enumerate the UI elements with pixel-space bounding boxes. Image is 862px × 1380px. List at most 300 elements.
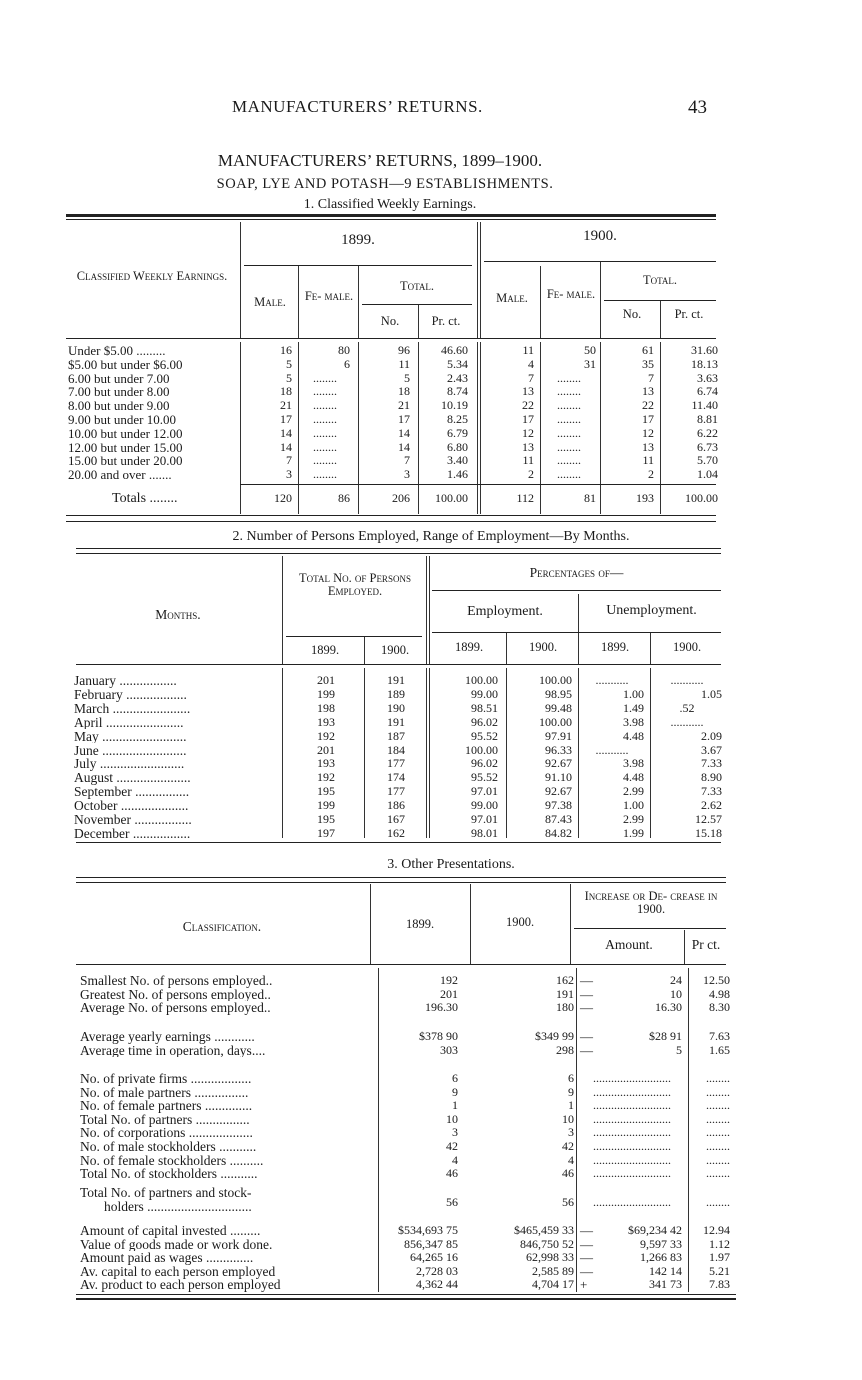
table-cell: $349 99 <box>535 1029 574 1043</box>
table-cell: ........ <box>706 1125 730 1140</box>
table1-top-rule <box>66 214 716 217</box>
table-cell: 1,266 83 <box>640 1250 682 1265</box>
table-cell: $378 90 <box>419 1029 458 1043</box>
table-cell: ........... <box>670 673 704 687</box>
table-cell: 4.98 <box>709 986 730 1001</box>
table-cell: 6 <box>452 1071 458 1085</box>
table-cell: ........ <box>557 398 581 413</box>
table3-header-amount: Amount. <box>605 937 653 952</box>
table-cell: ........ <box>706 1098 730 1113</box>
table-cell: 1.00 <box>623 686 644 701</box>
table-cell: 100.00 <box>685 491 718 505</box>
table-row-month: February .................. <box>74 687 187 702</box>
table-cell: 22 <box>522 398 534 413</box>
table-row-label: Amount paid as wages .............. <box>80 1251 254 1265</box>
table-cell: 12.57 <box>695 812 722 826</box>
table-cell: 142 14 <box>649 1263 682 1278</box>
table-cell: .......................... <box>593 1111 671 1126</box>
table-cell: 86 <box>338 491 350 505</box>
table-row-month: March ....................... <box>74 701 191 716</box>
table-cell: ........ <box>557 384 581 399</box>
table-cell: ........... <box>670 714 704 729</box>
table-cell: 91.10 <box>545 770 572 785</box>
table-cell: 7.33 <box>701 784 722 799</box>
industry-title: SOAP, LYE AND POTASH—9 ESTABLISHMENTS. <box>216 176 554 192</box>
table-cell: 1.46 <box>447 467 468 482</box>
table-cell: 18.13 <box>691 356 718 371</box>
table-cell: 97.38 <box>545 798 572 813</box>
table-cell: 97.91 <box>545 728 572 743</box>
table-cell: 1.05 <box>701 686 722 701</box>
table-cell: 18 <box>398 384 410 399</box>
table-cell: 191 <box>556 986 574 1001</box>
table-cell: 98.95 <box>545 686 572 701</box>
table-cell: .......................... <box>593 1152 671 1167</box>
table-row-label: Average time in operation, days.... <box>80 1043 266 1058</box>
table-row-label: Av. capital to each person employed <box>80 1264 276 1279</box>
change-sign: + <box>580 1277 588 1293</box>
table-row-label: Average No. of persons employed.. <box>80 1001 271 1015</box>
table-row-label: No. of male partners ................ <box>80 1085 249 1100</box>
table2-header-emp-1899: 1899. <box>454 640 484 654</box>
table-cell: 4,704 17 <box>532 1277 574 1292</box>
table-cell: 8.30 <box>709 1000 730 1015</box>
table-cell: ........ <box>313 398 337 413</box>
table-row-label: Under $5.00 ......... <box>68 343 166 358</box>
table-cell: 4 <box>568 1152 574 1167</box>
section1-title: 1. Classified Weekly Earnings. <box>303 197 477 212</box>
totals-label: Totals ........ <box>112 491 178 506</box>
table-cell: ........ <box>706 1195 730 1209</box>
table1-header-1900: 1900. <box>583 228 617 244</box>
table-cell: 3.40 <box>447 453 468 468</box>
table-cell: 3 <box>452 1125 458 1140</box>
table-cell: 95.52 <box>471 770 498 785</box>
table-cell: 64,265 16 <box>410 1250 458 1265</box>
table-cell: 2,585 89 <box>532 1263 574 1278</box>
table-cell: 5.34 <box>447 356 468 371</box>
table1-header-1899: 1899. <box>341 232 375 248</box>
table-cell: 11 <box>642 453 654 468</box>
table-cell: 2.99 <box>623 784 644 799</box>
table-row-label: 8.00 but under 9.00 <box>68 398 170 414</box>
table-cell: .......................... <box>593 1084 671 1099</box>
table-row-label: Av. product to each person employed <box>80 1278 281 1293</box>
table-cell: 6.79 <box>447 425 468 440</box>
table-cell: 3 <box>286 467 292 482</box>
table-cell: 195 <box>317 784 335 799</box>
table-cell: $28 91 <box>649 1029 682 1043</box>
table-cell: .......................... <box>593 1166 671 1181</box>
change-sign: — <box>580 1250 593 1266</box>
table-row-month: October .................... <box>74 799 189 813</box>
table-cell: 201 <box>440 986 458 1001</box>
table-cell: 12 <box>522 425 534 440</box>
table-cell: 191 <box>387 714 405 729</box>
table-cell: 14 <box>398 425 410 440</box>
table-cell: 7 <box>404 453 410 468</box>
table-cell: 100.00 <box>539 673 572 687</box>
table-cell: 4.48 <box>623 770 644 785</box>
table-cell: 6.74 <box>697 384 718 399</box>
table-cell: ........ <box>313 439 337 454</box>
table-cell: 10 <box>446 1111 458 1126</box>
table-cell: 97.01 <box>471 784 498 799</box>
table-cell: 201 <box>317 742 335 757</box>
table-cell: 1.04 <box>697 467 718 482</box>
table-cell: 50 <box>584 343 596 357</box>
table-cell: 1.12 <box>709 1236 730 1251</box>
table-row-month: May ......................... <box>74 729 187 744</box>
table-cell: 193 <box>317 756 335 771</box>
table-row-label: Greatest No. of persons employed.. <box>80 987 271 1002</box>
table-cell: 21 <box>398 398 410 413</box>
page-number: 43 <box>688 97 707 118</box>
table-cell: 3.98 <box>623 714 644 729</box>
table-cell: 14 <box>280 425 292 440</box>
table-cell: 120 <box>274 491 292 505</box>
table-cell: 4,362 44 <box>416 1277 458 1292</box>
table-cell: 21 <box>280 398 292 413</box>
change-sign: — <box>580 1000 593 1016</box>
table-cell: 99.48 <box>545 700 572 715</box>
table-cell: 99.00 <box>471 798 498 813</box>
table-cell: 192 <box>317 728 335 743</box>
table2-header-total-1899: 1899. <box>310 643 340 657</box>
table-cell: 35 <box>642 356 654 371</box>
table-cell: 1.65 <box>709 1042 730 1057</box>
table-cell: 198 <box>317 700 335 715</box>
table-cell: ........ <box>313 370 337 385</box>
table-cell: 3.98 <box>623 756 644 771</box>
table-cell: 341 73 <box>649 1277 682 1292</box>
table-cell: 187 <box>387 728 405 743</box>
table-cell: 97.01 <box>471 812 498 826</box>
table-cell: 180 <box>556 1000 574 1015</box>
table-cell: 298 <box>556 1042 574 1057</box>
table-cell: 199 <box>317 686 335 701</box>
table-cell: 9 <box>452 1084 458 1099</box>
table-cell: 7.33 <box>701 756 722 771</box>
table1-header-male-1900: Male. <box>496 291 528 305</box>
table-cell: 2,728 03 <box>416 1263 458 1278</box>
table-cell: 96.02 <box>471 756 498 771</box>
table-cell: 18 <box>280 384 292 399</box>
table-cell: 42 <box>562 1139 574 1153</box>
table-cell: 96.33 <box>545 742 572 757</box>
table-cell: 62,998 33 <box>526 1250 574 1265</box>
table-cell: 5 <box>676 1042 682 1057</box>
table-cell: 11.40 <box>691 398 718 413</box>
table-cell: 184 <box>387 742 405 757</box>
table-row-label: 7.00 but under 8.00 <box>68 384 170 400</box>
table-cell: .......................... <box>593 1139 671 1153</box>
table2-header-unemp-1900: 1900. <box>672 640 702 654</box>
table1-header-female-1899: Fe- male. <box>304 289 354 303</box>
table-cell: 5 <box>286 370 292 385</box>
table-cell: 13 <box>522 439 534 454</box>
table-cell: ........ <box>313 425 337 440</box>
table-cell: 14 <box>398 439 410 454</box>
table-cell: 13 <box>522 384 534 399</box>
table-cell: 6.80 <box>447 439 468 454</box>
table-cell: 7 <box>528 370 534 385</box>
table-cell: 46 <box>446 1166 458 1181</box>
table-cell: 98.01 <box>471 825 498 840</box>
table1-header-total-1900: Total. <box>642 273 678 287</box>
table-cell: 191 <box>387 673 405 687</box>
table-cell: 189 <box>387 686 405 701</box>
table-cell: 1 <box>452 1098 458 1113</box>
table-cell: 201 <box>317 673 335 687</box>
section2-title: 2. Number of Persons Employed, Range of Employment—By Months. <box>232 529 630 544</box>
table-cell: 6.73 <box>697 439 718 454</box>
table-cell: 2.62 <box>701 798 722 813</box>
table-cell: 7.63 <box>709 1029 730 1043</box>
table-row-label: No. of female partners .............. <box>80 1099 253 1113</box>
table-cell: 4 <box>452 1152 458 1167</box>
table-cell: 4.48 <box>623 728 644 743</box>
table-cell: ........ <box>313 412 337 426</box>
table-row-label: 10.00 but under 12.00 <box>68 425 183 441</box>
table-cell: 1.97 <box>709 1250 730 1265</box>
table-cell: 17 <box>642 412 654 426</box>
table-cell: 1.00 <box>623 798 644 813</box>
table-cell: 5 <box>404 370 410 385</box>
table2-header-percentages: Percentages of— <box>529 565 624 580</box>
table-row-label: Smallest No. of persons employed.. <box>80 974 273 988</box>
table-cell: 190 <box>387 700 405 715</box>
table-cell: .52 <box>679 700 695 715</box>
table-cell: 100.00 <box>465 742 498 757</box>
table-cell: ........ <box>557 467 581 482</box>
table-cell: 31.60 <box>691 343 718 357</box>
table-cell: ........... <box>595 742 629 757</box>
table-cell: 3 <box>404 467 410 482</box>
table-row-label: Total No. of partners ................ <box>80 1112 250 1127</box>
table-cell: ........ <box>706 1166 730 1181</box>
table-cell: .......................... <box>593 1195 671 1209</box>
table-cell: .......................... <box>593 1071 671 1085</box>
table-row-label: $5.00 but under $6.00 <box>68 356 183 372</box>
table-cell: 99.00 <box>471 686 498 701</box>
table-cell: 177 <box>387 784 405 799</box>
table-cell: 10.19 <box>441 398 468 413</box>
table1-header-no-1900: No. <box>622 307 642 321</box>
change-sign: — <box>580 973 593 988</box>
table1-header-pct-1900: Pr. ct. <box>674 307 704 321</box>
table-cell: ........ <box>313 453 337 468</box>
table1-header-total-1899: Total. <box>399 279 435 293</box>
table-cell: 100.00 <box>435 491 468 505</box>
table-row-label: Value of goods made or work done. <box>80 1237 273 1252</box>
table-cell: ........ <box>706 1111 730 1126</box>
table-cell: ........ <box>706 1139 730 1153</box>
table-row-label: No. of female stockholders .......... <box>80 1153 264 1168</box>
table2-header-employment: Employment. <box>467 604 543 619</box>
table-cell: 856,347 85 <box>404 1236 458 1251</box>
table-cell: 6 <box>344 356 350 371</box>
table-cell: 17 <box>280 412 292 426</box>
table-cell: 2 <box>648 467 654 482</box>
table-cell: 11 <box>522 343 534 357</box>
table-cell: 61 <box>642 343 654 357</box>
table-cell: 1 <box>568 1098 574 1113</box>
table-row-month: November ................. <box>74 813 192 827</box>
table-row-label: 9.00 but under 10.00 <box>68 412 176 427</box>
table-cell: 92.67 <box>545 756 572 771</box>
table-cell: 95.52 <box>471 728 498 743</box>
table-cell: 17 <box>522 412 534 426</box>
table1-header-label: Classified Weekly Earnings. <box>76 269 228 283</box>
table2-header-months: Months. <box>155 607 201 622</box>
table2-header-unemployment: Unemployment. <box>606 603 697 618</box>
table-cell: 92.67 <box>545 784 572 799</box>
table-cell: 84.82 <box>545 825 572 840</box>
table2-header-total: Total No. of Persons Employed. <box>299 571 411 598</box>
table-cell: 7 <box>286 453 292 468</box>
table-cell: 24 <box>670 973 682 987</box>
table-cell: 7.83 <box>709 1277 730 1292</box>
table-row-month: June ......................... <box>74 743 187 758</box>
table-cell: 7 <box>648 370 654 385</box>
table-cell: 3 <box>568 1125 574 1140</box>
table-cell: 96 <box>398 343 410 357</box>
table-cell: ........... <box>595 673 629 687</box>
table-row-label: 12.00 but under 15.00 <box>68 439 183 455</box>
table-cell: ........ <box>706 1084 730 1099</box>
table-cell: 6.22 <box>697 425 718 440</box>
table-row-label: No. of male stockholders ........... <box>80 1140 257 1154</box>
table-cell: ........ <box>706 1071 730 1085</box>
table-cell: 15.18 <box>695 825 722 840</box>
table-cell: 56 <box>562 1195 574 1209</box>
table3-header-1900: 1900. <box>505 915 535 929</box>
table-cell: 14 <box>280 439 292 454</box>
table-cell: 193 <box>636 491 654 505</box>
table-cell: 3.67 <box>701 742 722 757</box>
table-cell: 42 <box>446 1139 458 1153</box>
table-cell: 8.25 <box>447 412 468 426</box>
table-row-label-cont: holders ............................... <box>104 1200 252 1214</box>
table1-header-male-1899: Male. <box>254 295 286 309</box>
table-cell: 12 <box>642 425 654 440</box>
table-cell: 11 <box>522 453 534 468</box>
table-cell: 12.94 <box>703 1223 730 1237</box>
section3-title: 3. Other Presentations. <box>387 857 515 872</box>
table-cell: 17 <box>398 412 410 426</box>
table-cell: 8.81 <box>697 412 718 426</box>
table-cell: 12.50 <box>703 973 730 987</box>
table3-header-classification: Classification. <box>182 919 262 934</box>
table1-header-pct-1899: Pr. ct. <box>431 314 461 328</box>
table3-header-1899: 1899. <box>405 917 435 931</box>
table-cell: 195 <box>317 812 335 826</box>
table-row-month: December ................. <box>74 826 191 841</box>
table-cell: 87.43 <box>545 812 572 826</box>
table-cell: 9,597 33 <box>640 1236 682 1251</box>
table-cell: 9 <box>568 1084 574 1099</box>
table-cell: ........ <box>706 1152 730 1167</box>
table-cell: 6 <box>568 1071 574 1085</box>
table-cell: ........ <box>313 467 337 482</box>
table2-header-total-1900: 1900. <box>380 643 410 657</box>
table-cell: 112 <box>516 491 534 505</box>
table-cell: 303 <box>440 1042 458 1057</box>
table-cell: 196.30 <box>425 1000 458 1015</box>
table-cell: .......................... <box>593 1098 671 1113</box>
table-cell: 80 <box>338 343 350 357</box>
table-cell: 162 <box>387 825 405 840</box>
table-cell: 186 <box>387 798 405 813</box>
table-cell: 13 <box>642 384 654 399</box>
main-title: MANUFACTURERS’ RETURNS, 1899–1900. <box>217 151 543 170</box>
table-cell: 22 <box>642 398 654 413</box>
change-sign: — <box>580 1236 593 1252</box>
table1-header-no-1899: No. <box>380 314 400 328</box>
table-cell: 100.00 <box>539 714 572 729</box>
table2-header-emp-1900: 1900. <box>528 640 558 654</box>
table-cell: ........ <box>557 412 581 426</box>
table-cell: ........ <box>557 425 581 440</box>
running-head: MANUFACTURERS’ RETURNS. <box>232 97 483 116</box>
table-cell: 16.30 <box>655 1000 682 1015</box>
table-cell: 81 <box>584 491 596 505</box>
table-cell: 2.43 <box>447 370 468 385</box>
table-cell: 8.74 <box>447 384 468 399</box>
table1-header-female-1900: Fe- male. <box>546 287 596 301</box>
table-cell: .......................... <box>593 1125 671 1140</box>
table-cell: 13 <box>642 439 654 454</box>
table-row-month: September ................ <box>74 785 190 799</box>
table-cell: 100.00 <box>465 673 498 687</box>
table-cell: 192 <box>440 973 458 987</box>
table-cell: 16 <box>280 343 292 357</box>
table2-header-unemp-1899: 1899. <box>600 640 630 654</box>
table-row-label: 15.00 but under 20.00 <box>68 453 183 469</box>
table-cell: 177 <box>387 756 405 771</box>
table-cell: ........ <box>557 370 581 385</box>
table-cell: 2.09 <box>701 728 722 743</box>
table-cell: 56 <box>446 1195 458 1209</box>
table-row-month: January ................. <box>74 674 177 688</box>
table-cell: 167 <box>387 812 405 826</box>
table-cell: 162 <box>556 973 574 987</box>
table-cell: 197 <box>317 825 335 840</box>
table3-header-pct: Pr ct. <box>691 937 721 952</box>
table-cell: 3.63 <box>697 370 718 385</box>
change-sign: — <box>580 986 593 1002</box>
change-sign: — <box>580 1029 593 1044</box>
table-cell: 192 <box>317 770 335 785</box>
table3-header-change: Increase or De- crease in 1900. <box>584 889 718 916</box>
table-row-month: August ...................... <box>74 771 191 786</box>
table-cell: 846,750 52 <box>520 1236 574 1251</box>
change-sign: — <box>580 1042 593 1058</box>
table-cell: 2 <box>528 467 534 482</box>
table-cell: 5.21 <box>709 1263 730 1278</box>
table-cell: $534,693 75 <box>398 1223 458 1237</box>
table-cell: ........ <box>557 439 581 454</box>
table-row-label: Total No. of partners and stock- <box>80 1186 252 1200</box>
table-cell: $69,234 42 <box>628 1223 682 1237</box>
table-cell: 8.90 <box>701 770 722 785</box>
table-cell: 206 <box>392 491 410 505</box>
table-row-label: No. of private firms .................. <box>80 1072 252 1086</box>
table-cell: 11 <box>398 356 410 371</box>
table-row-label: Average yearly earnings ............ <box>80 1030 255 1044</box>
table-cell: 96.02 <box>471 714 498 729</box>
